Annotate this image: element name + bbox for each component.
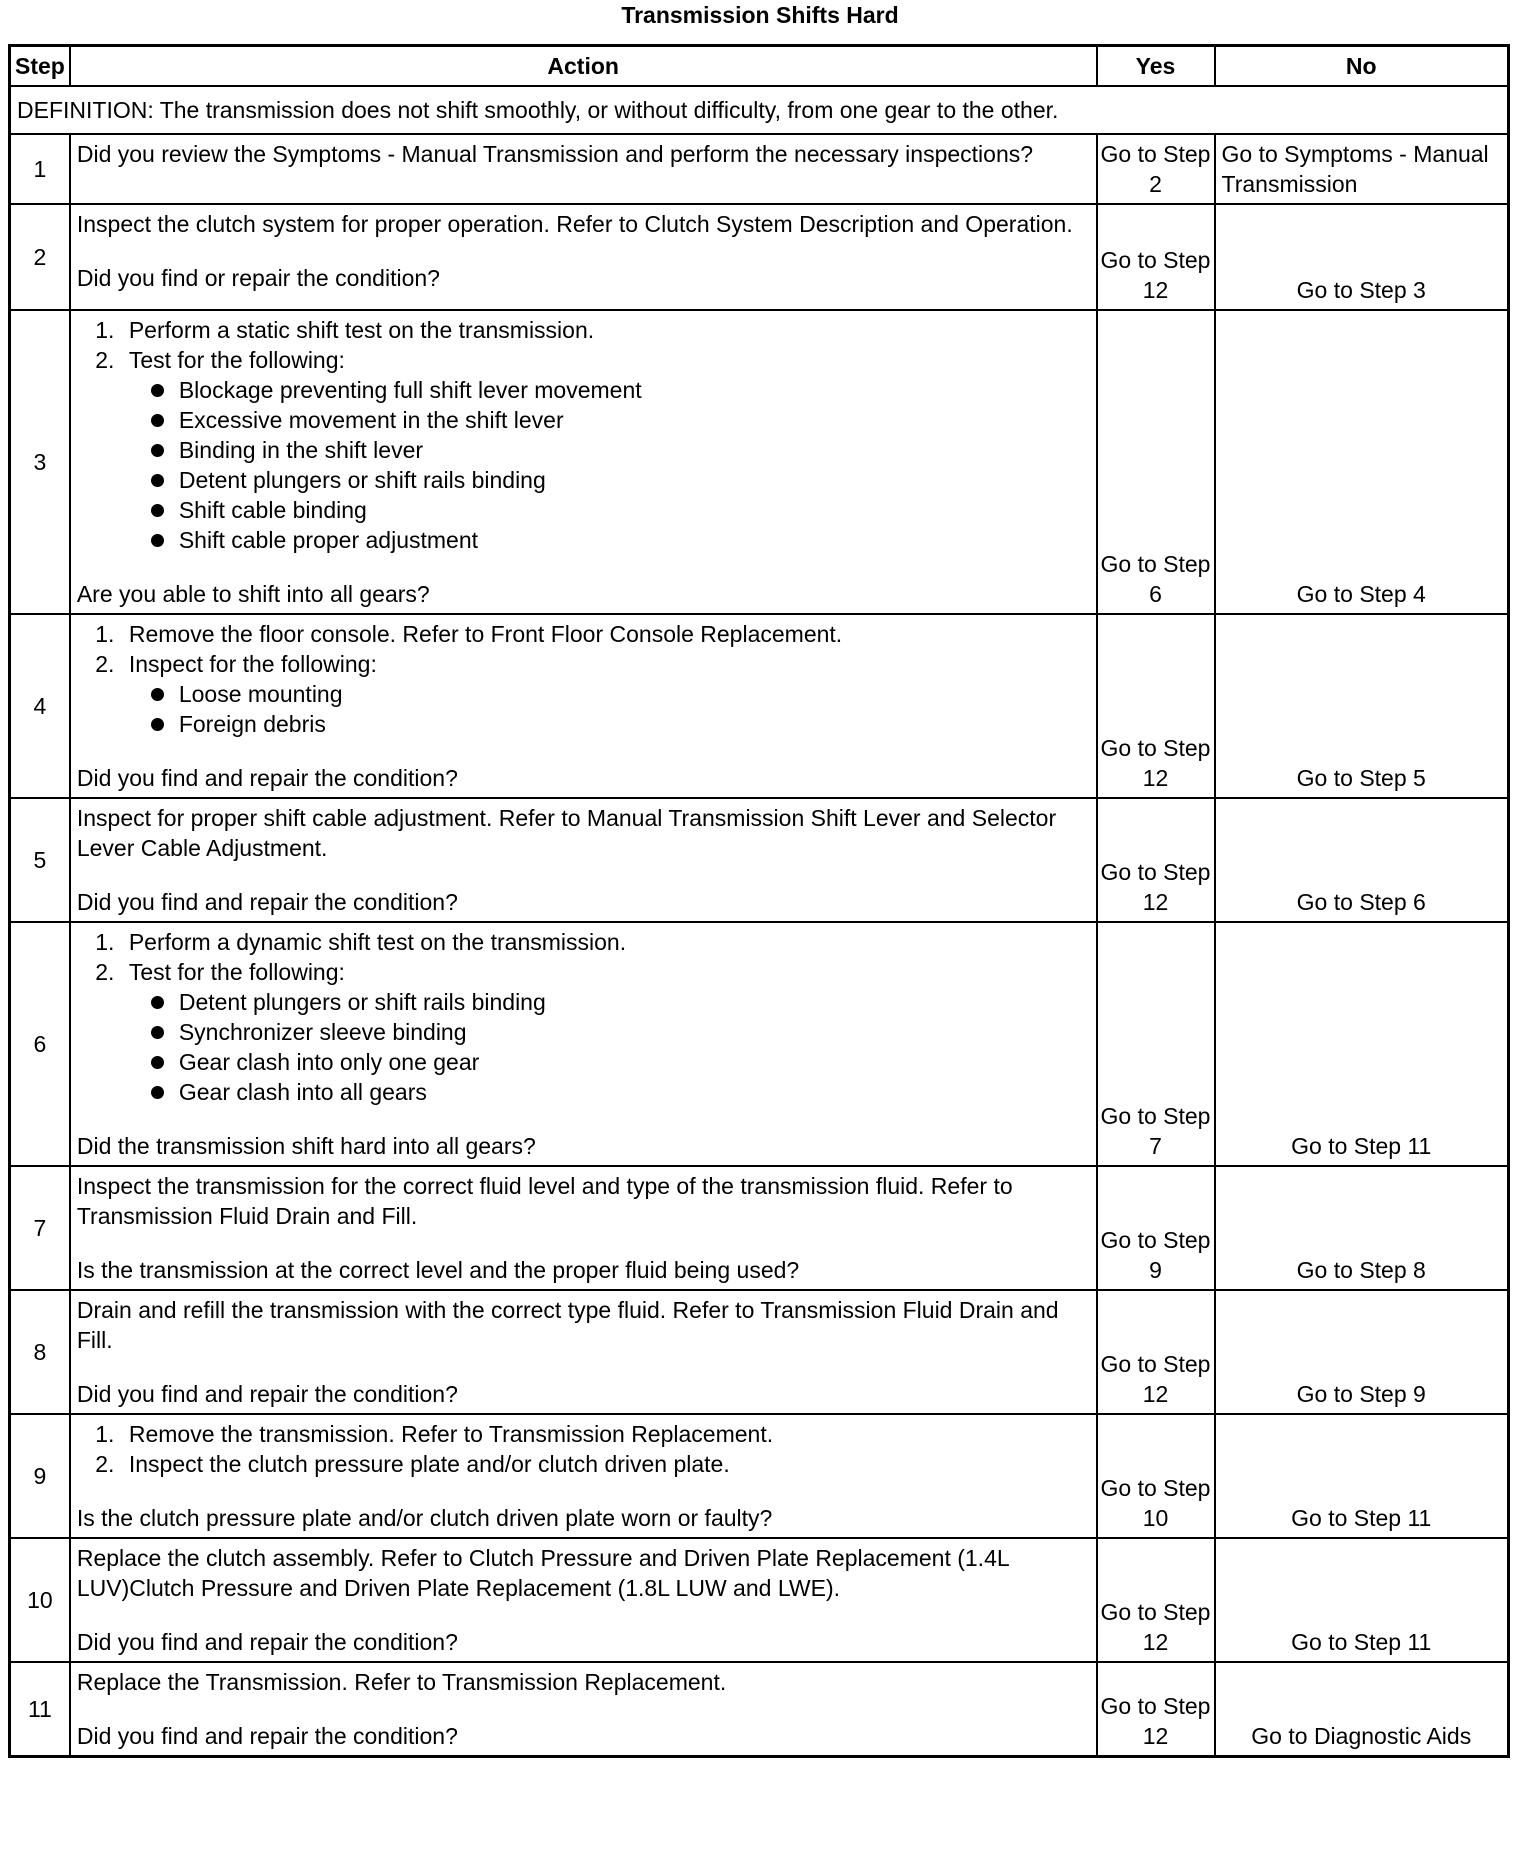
yes-result: Go to Step 2 (1097, 134, 1215, 204)
action-question: Did you find and repair the condition? (76, 1381, 458, 1407)
action-question: Did you find and repair the condition? (76, 1629, 458, 1655)
action-question: Are you able to shift into all gears? (76, 581, 430, 607)
table-row (10, 1414, 1509, 1538)
action-text: Did you review the Symptoms - Manual Transmission and perform the necessary inspections? (76, 141, 1034, 167)
table-row (10, 310, 1509, 614)
definition-row (10, 86, 1509, 134)
action-cell (70, 798, 1097, 922)
action-steps (77, 1419, 1088, 1479)
action-question: Did the transmission shift hard into all gears? (76, 1133, 536, 1159)
action-cell (70, 614, 1097, 798)
no-result: Go to Step 11 (1215, 922, 1509, 1166)
header-yes: Yes (1097, 46, 1215, 87)
check-list (129, 987, 1088, 1107)
yes-result: Go to Step 7 (1097, 922, 1215, 1166)
action-step: 2. Test for the following: Detent plungers or shift rails binding Synchronizer sleeve binding Gear clash into only one gear Gear clash into all gears (121, 957, 1088, 1107)
no-result: Go to Step 9 (1215, 1290, 1509, 1414)
action-cell (70, 204, 1097, 310)
action-question: Did you find or repair the condition? (76, 265, 440, 291)
page-title: Transmission Shifts Hard (621, 2, 899, 28)
table-row (10, 614, 1509, 798)
no-result: Go to Step 5 (1215, 614, 1509, 798)
action-steps (77, 619, 1088, 739)
yes-result: Go to Step 12 (1097, 1662, 1215, 1757)
step-number: 11 (10, 1662, 70, 1757)
no-result: Go to Step 6 (1215, 798, 1509, 922)
action-step: 1. Remove the transmission. Refer to Transmission Replacement. (121, 1419, 1088, 1449)
check-item: Detent plungers or shift rails binding (173, 465, 1088, 495)
header-step: Step (10, 46, 70, 87)
action-cell (70, 1662, 1097, 1757)
check-item: Shift cable binding (173, 495, 1088, 525)
action-cell (70, 134, 1097, 204)
table-row (10, 1538, 1509, 1662)
yes-result: Go to Step 9 (1097, 1166, 1215, 1290)
action-step: 1. Remove the floor console. Refer to Front Floor Console Replacement. (121, 619, 1088, 649)
action-text: Replace the Transmission. Refer to Transmission Replacement. (76, 1669, 727, 1695)
yes-result: Go to Step 12 (1097, 798, 1215, 922)
action-cell (70, 1166, 1097, 1290)
action-text: Drain and refill the transmission with the correct type fluid. Refer to Transmission Fluid Drain and Fill. (76, 1297, 1059, 1353)
no-result: Go to Step 11 (1215, 1538, 1509, 1662)
check-item: Loose mounting (173, 679, 1088, 709)
action-cell (70, 1290, 1097, 1414)
step-number: 6 (10, 922, 70, 1166)
check-item: Excessive movement in the shift lever (173, 405, 1088, 435)
yes-result: Go to Step 6 (1097, 310, 1215, 614)
action-text: Inspect for proper shift cable adjustment. Refer to Manual Transmission Shift Lever and Selector Lever Cable Adjustment. (76, 805, 1057, 861)
step-number: 8 (10, 1290, 70, 1414)
table-row (10, 1662, 1509, 1757)
action-step: 1. Perform a dynamic shift test on the transmission. (121, 927, 1088, 957)
header-no: No (1215, 46, 1509, 87)
action-question: Is the transmission at the correct level and the proper fluid being used? (76, 1257, 800, 1283)
action-step: 2. Inspect the clutch pressure plate and/or clutch driven plate. (121, 1449, 1088, 1479)
action-cell (70, 310, 1097, 614)
table-row (10, 798, 1509, 922)
check-item: Binding in the shift lever (173, 435, 1088, 465)
action-question: Did you find and repair the condition? (76, 1723, 458, 1749)
header-action: Action (70, 46, 1097, 87)
table-row (10, 204, 1509, 310)
check-item: Gear clash into all gears (173, 1077, 1088, 1107)
yes-result: Go to Step 12 (1097, 1538, 1215, 1662)
table-row (10, 1290, 1509, 1414)
action-question: Is the clutch pressure plate and/or clutch driven plate worn or faulty? (76, 1505, 773, 1531)
step-number: 3 (10, 310, 70, 614)
check-list (129, 679, 1088, 739)
yes-result: Go to Step 10 (1097, 1414, 1215, 1538)
step-number: 10 (10, 1538, 70, 1662)
step-number: 7 (10, 1166, 70, 1290)
step-number: 5 (10, 798, 70, 922)
check-item: Detent plungers or shift rails binding (173, 987, 1088, 1017)
table-row (10, 1166, 1509, 1290)
definition-text: DEFINITION: The transmission does not shift smoothly, or without difficulty, from one gear to the other. (10, 86, 1509, 134)
action-cell (70, 1414, 1097, 1538)
step-number: 1 (10, 134, 70, 204)
step-number: 9 (10, 1414, 70, 1538)
action-step: 2. Test for the following: Blockage preventing full shift lever movement Excessive movement in the shift lever Binding in the shift lever Detent plungers or shift rails binding Shift cable binding Shift cable proper adjustment (121, 345, 1088, 555)
action-cell (70, 922, 1097, 1166)
no-result: Go to Step 3 (1215, 204, 1509, 310)
check-item: Synchronizer sleeve binding (173, 1017, 1088, 1047)
action-text: Inspect the clutch system for proper operation. Refer to Clutch System Description and Operation. (76, 211, 1073, 237)
check-item: Shift cable proper adjustment (173, 525, 1088, 555)
no-result: Go to Step 8 (1215, 1166, 1509, 1290)
action-steps (77, 927, 1088, 1107)
no-result: Go to Symptoms - Manual Transmission (1215, 134, 1509, 204)
table-row (10, 922, 1509, 1166)
header-row (10, 46, 1509, 87)
no-result: Go to Step 11 (1215, 1414, 1509, 1538)
action-text: Replace the clutch assembly. Refer to Clutch Pressure and Driven Plate Replacement (1.4L LUV)Clutch Pressure and Driven Plate Replacement (1.8L LUW and LWE). (76, 1545, 1009, 1601)
action-question: Did you find and repair the condition? (76, 889, 458, 915)
step-number: 4 (10, 614, 70, 798)
action-text: Inspect the transmission for the correct fluid level and type of the transmission fluid. Refer to Transmission Fluid Drain and Fill. (76, 1173, 1013, 1229)
check-item: Gear clash into only one gear (173, 1047, 1088, 1077)
check-item: Foreign debris (173, 709, 1088, 739)
step-number: 2 (10, 204, 70, 310)
no-result: Go to Step 4 (1215, 310, 1509, 614)
yes-result: Go to Step 12 (1097, 614, 1215, 798)
no-result: Go to Diagnostic Aids (1215, 1662, 1509, 1757)
table-row (10, 134, 1509, 204)
action-question: Did you find and repair the condition? (76, 765, 458, 791)
yes-result: Go to Step 12 (1097, 1290, 1215, 1414)
yes-result: Go to Step 12 (1097, 204, 1215, 310)
action-step: 1. Perform a static shift test on the transmission. (121, 315, 1088, 345)
diagnostic-table (8, 44, 1510, 1758)
check-list (129, 375, 1088, 555)
action-cell (70, 1538, 1097, 1662)
action-step: 2. Inspect for the following: Loose mounting Foreign debris (121, 649, 1088, 739)
action-steps (77, 315, 1088, 555)
check-item: Blockage preventing full shift lever movement (173, 375, 1088, 405)
